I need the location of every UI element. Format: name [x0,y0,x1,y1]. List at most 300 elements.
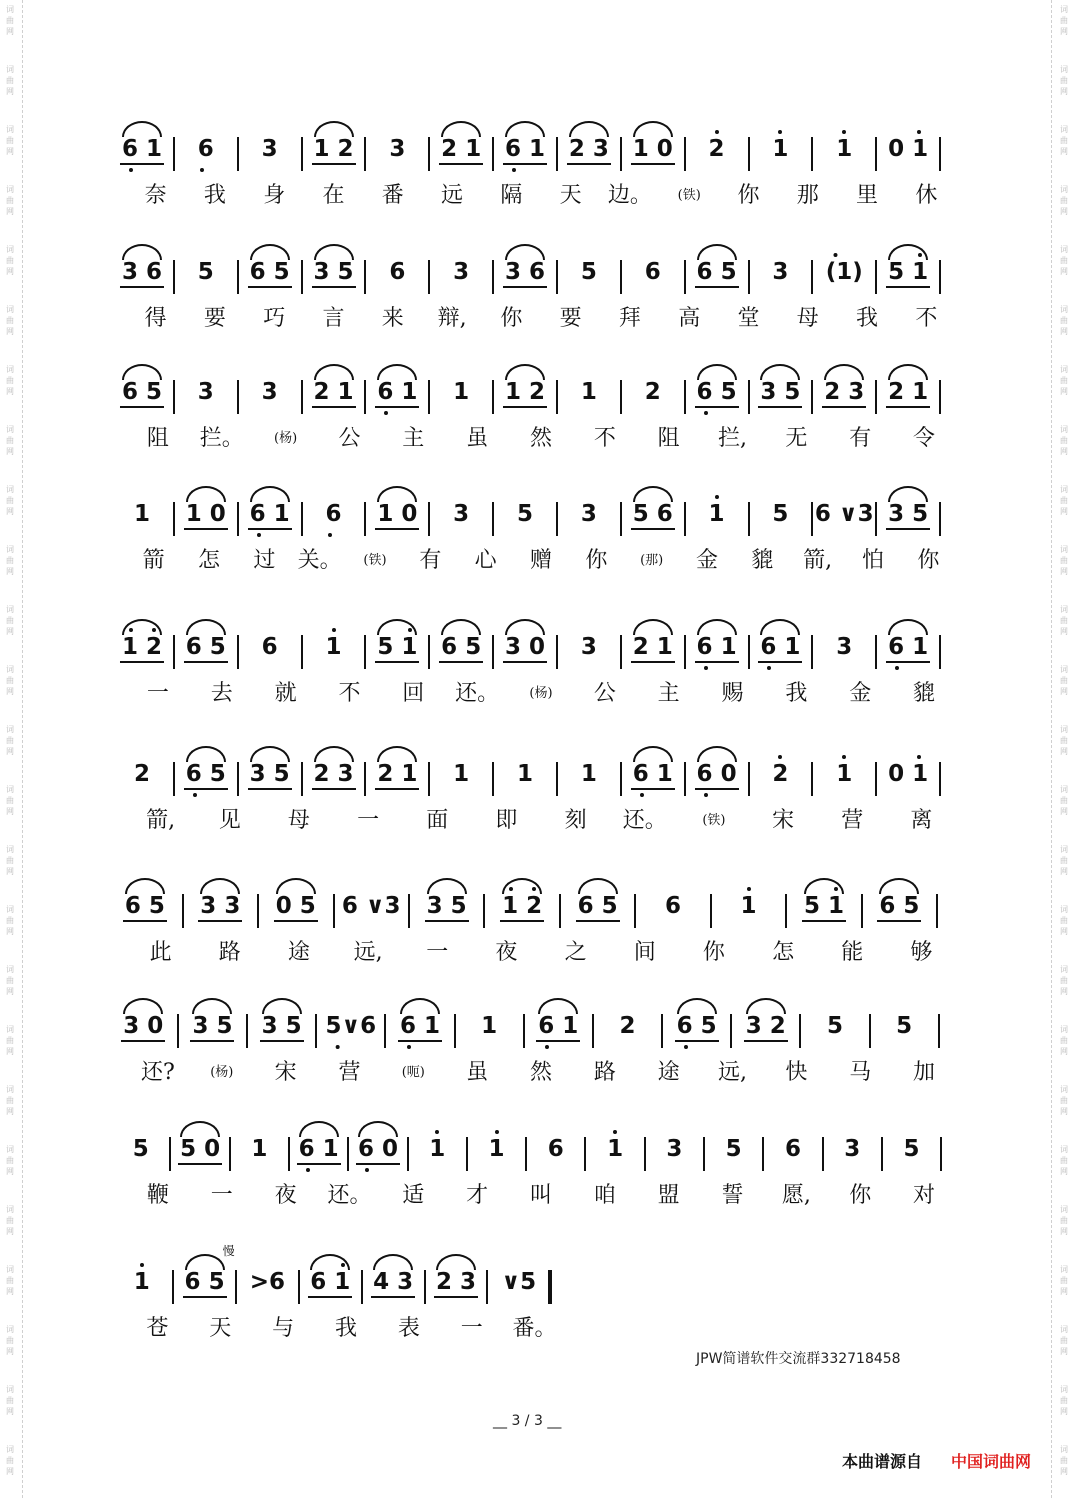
bar-line [257,894,259,928]
note-group [439,135,483,175]
low-octave-dot [704,411,708,415]
note-digits: 6 0 [695,760,739,790]
note-digits: 2 1 [886,378,930,408]
score-system [0,1244,1074,1378]
note-digits: 3 2 [744,1012,788,1042]
low-octave-dot [193,793,197,797]
note-group [836,633,852,673]
note-group [581,258,597,298]
note-group [645,258,661,298]
lyric-syllable: 刻 [564,808,587,833]
watermark-text: 词 曲 网 [6,1445,14,1476]
note-digits: 1 [836,760,852,788]
note-digits: 3 [844,1136,861,1162]
low-octave-dot [895,666,899,670]
note-group [665,892,681,932]
lyric-syllable: 天 [559,183,582,208]
note-group [325,1012,376,1052]
lyric-syllable: 盟 [657,1183,680,1208]
lyric-syllable: 拦。 [199,426,244,451]
note-group [120,258,164,298]
note-group [836,135,852,175]
note-group [877,892,921,932]
note-digits: 3 [453,259,470,285]
lyric-syllable: 有 [419,548,442,573]
lyric-syllable: 面 [426,808,449,833]
bar-line [428,137,430,171]
lyric-line [126,806,956,840]
bar-line [408,894,410,928]
lyric-syllable: 主 [402,426,425,451]
watermark-text: 词 曲 网 [1060,65,1068,96]
note-digits: 1 [481,1013,498,1039]
lyric-syllable: 一 [210,1183,233,1208]
note-group [120,135,164,175]
bar-line [811,502,813,536]
source-label: 本曲谱源自 [842,1452,923,1471]
lyric-syllable: 回 [402,681,425,706]
bar-line [620,137,622,171]
lyric-syllable: 叫 [529,1183,553,1208]
lyric-syllable: 公 [593,681,616,706]
watermark-text: 词 曲 网 [1060,605,1068,636]
bar-line [424,1270,426,1304]
slur-arc [633,746,673,762]
bar-line [486,1270,488,1304]
bar-line [939,380,941,414]
lyric-syllable: 貔 [751,548,774,573]
note-digits: 6 [644,259,661,285]
note-group [709,135,725,175]
bar-line [684,502,686,536]
slur-arc [578,878,618,894]
high-octave-dot [833,253,837,257]
note-digits: 6 [547,1136,564,1162]
high-octave-dot [778,755,782,759]
slur-arc [122,244,162,260]
slur-arc [697,746,737,762]
lyric-syllable: 还。 [327,1183,372,1208]
lyric-syllable: 远, [353,940,383,965]
lyric-syllable: 够 [910,940,933,965]
lyric-syllable: 虽 [466,426,489,451]
note-digits: 6 5 [248,258,292,288]
bar-line [748,762,750,796]
low-octave-dot [704,666,708,670]
high-octave-dot [613,1130,617,1134]
notation-line [121,633,956,673]
slur-arc [633,486,673,502]
bar-line [237,137,239,171]
bar-line [169,1137,171,1171]
lyric-syllable: 对 [913,1183,936,1208]
note-digits: 6 5 [576,892,620,922]
lyric-syllable: 路 [218,940,241,965]
bar-line [875,762,877,796]
lyric-syllable: 一 [357,808,380,833]
score-system [0,378,1074,488]
watermark-text: 词 曲 网 [6,1145,14,1176]
slur-arc [502,878,542,894]
note-group [133,1135,149,1175]
note-digits: 6 5 [184,633,228,663]
score-system [0,1135,1074,1245]
bar-line [301,762,303,796]
bar-line [661,1014,663,1048]
note-group [439,633,483,673]
lyric-line [126,1058,956,1092]
lyric-syllable: 金 [849,681,872,706]
bar-line [548,1270,552,1304]
note-group [311,378,355,418]
lyric-syllable: 箭, [803,548,833,573]
slur-arc [313,121,353,137]
slur-arc [505,619,545,635]
lyric-syllable: 间 [633,940,656,965]
note-group [815,500,874,540]
note-group [581,633,597,673]
lyric-syllable: 一 [146,681,169,706]
slur-arc [250,746,290,762]
lyric-syllable: 箭, [146,808,176,833]
note-digits: 6 5 [183,1268,227,1298]
note-group [262,378,278,418]
watermark-text: 词 曲 网 [6,65,14,96]
bar-line [492,260,494,294]
watermark-text: 词 曲 网 [1060,785,1068,816]
slur-arc [180,1121,220,1137]
watermark-text: 词 曲 网 [1060,485,1068,516]
bar-line [428,502,430,536]
note-digits: 5 [197,259,214,285]
bar-line [811,635,813,669]
lyric-syllable: 不 [338,681,361,706]
lyric-syllable: 鞭 [146,1183,169,1208]
score-system [0,633,1074,743]
note-group [844,1135,860,1175]
bar-line [301,137,303,171]
note-group [375,760,419,800]
bar-line [173,635,175,669]
bar-line [939,635,941,669]
bar-line [237,762,239,796]
note-digits: 2 3 [311,760,355,790]
lyric-syllable: 阻 [146,426,169,451]
note-digits: 3 [261,379,278,405]
bar-line [347,1137,349,1171]
note-digits: 3 [453,501,470,527]
note-group [481,1012,497,1052]
note-group [886,500,930,540]
bar-line [811,380,813,414]
bar-line [301,260,303,294]
lyric-syllable: 誓 [721,1183,744,1208]
bar-line [748,635,750,669]
note-digits: 3 [197,379,214,405]
note-digits: 1 [453,379,470,405]
note-group [581,378,597,418]
note-group [184,633,228,673]
slur-arc [186,746,226,762]
watermark-text: 词 曲 网 [1060,965,1068,996]
note-group [262,633,278,673]
note-digits: 2 [133,761,150,787]
lyric-syllable: 箭 [142,548,165,573]
note-digits: 6 [325,500,341,528]
lyric-syllable: 然 [529,1060,553,1085]
lyric-line [126,424,956,458]
watermark-text: 词 曲 网 [6,1265,14,1296]
note-group [826,258,863,298]
note-group [198,258,214,298]
lyric-syllable: 来 [381,306,404,331]
watermark-text: 词 曲 网 [1060,905,1068,936]
low-octave-dot [407,1045,411,1049]
lyric-syllable: 休 [915,183,938,208]
lyric-syllable: (杨) [274,431,298,446]
slur-arc [888,244,928,260]
bar-line [875,260,877,294]
watermark-text: 词 曲 网 [1060,245,1068,276]
lyric-syllable: 还? [141,1060,175,1085]
bar-line [620,380,622,414]
note-group [311,258,355,298]
lyric-syllable: 高 [678,306,701,331]
note-group [248,258,292,298]
lyric-syllable: 无 [785,426,808,451]
note-group [274,892,318,932]
note-group [375,378,419,418]
high-octave-dot [715,495,719,499]
low-octave-dot [129,168,133,172]
lyric-syllable: 阻 [657,426,680,451]
lyric-syllable: 能 [841,940,864,965]
note-group [709,500,725,540]
note-digits: 3 5 [886,500,930,530]
lyric-syllable: 即 [495,808,518,833]
note-digits: 3 5 [248,760,292,790]
note-digits: 5 [896,1013,913,1039]
lyric-syllable: 公 [338,426,361,451]
bar-line [454,1014,456,1048]
score-system [0,892,1074,1002]
high-octave-dot [842,755,846,759]
lyric-syllable: 还。 [622,808,667,833]
note-digits: 1 [607,1135,623,1163]
watermark-text: 词 曲 网 [1060,185,1068,216]
slur-arc [633,619,673,635]
bar-line [875,137,877,171]
note-group [297,1135,341,1175]
slur-arc [377,619,417,635]
bar-line [428,380,430,414]
note-digits: 3 5 [190,1012,234,1042]
bar-line [298,1270,300,1304]
note-group [772,258,788,298]
note-digits: 1 0 [375,500,419,530]
lyric-syllable: 你 [702,940,725,965]
note-group [375,633,419,673]
bar-line [428,635,430,669]
lyric-line [126,1314,956,1348]
watermark-text: 词 曲 网 [6,185,14,216]
note-digits: 6 1 [758,633,802,663]
note-digits: 5 [903,1136,920,1162]
bar-line [466,1137,468,1171]
lyric-syllable: 巧 [263,306,286,331]
note-digits: 6 ∨3 [814,501,874,527]
bar-line [237,260,239,294]
bar-line [556,380,558,414]
lyric-syllable: 赠 [529,548,553,573]
bar-line [301,380,303,414]
lyric-syllable: 奈 [144,183,167,208]
note-digits: 6 1 [248,500,292,530]
note-group [666,1135,682,1175]
note-group [184,500,228,540]
note-group [758,378,802,418]
note-group [503,633,547,673]
slur-arc [122,121,162,137]
low-octave-dot [684,1045,688,1049]
lyric-syllable: 你 [500,306,523,331]
note-group [548,1135,564,1175]
note-group [607,1135,623,1175]
bar-line [492,137,494,171]
watermark-text: 词 曲 网 [1060,125,1068,156]
lyric-syllable: 营 [338,1060,361,1085]
note-group [342,892,401,932]
watermark-text: 词 曲 网 [1060,1445,1068,1476]
note-digits: 5 1 [375,633,419,663]
lyric-syllable: 见 [218,808,241,833]
note-group [758,633,802,673]
bar-line [172,1270,174,1304]
bar-line [939,260,941,294]
watermark-text: 词 曲 网 [6,365,14,396]
note-group [371,1268,415,1308]
notation-line [121,258,956,298]
bar-line [361,1270,363,1304]
note-group [888,135,928,175]
note-group [453,500,469,540]
high-octave-dot [746,887,750,891]
lyric-syllable: 你 [585,548,608,573]
high-octave-dot [842,130,846,134]
note-digits: 5 [725,1136,742,1162]
bar-line [785,894,787,928]
note-digits: 6 5 [120,378,164,408]
note-group [726,1135,742,1175]
note-group [536,1012,580,1052]
note-group [631,135,675,175]
slur-arc [185,1254,225,1270]
note-digits: 6 [198,135,214,163]
lyric-syllable: 才 [466,1183,489,1208]
note-group [308,1268,352,1308]
bar-line [620,502,622,536]
lyric-syllable: 一 [426,940,449,965]
note-group [325,633,341,673]
watermark-text: 词 曲 网 [1060,725,1068,756]
score-system [0,258,1074,368]
note-group [503,258,547,298]
source-site-link[interactable]: 中国词曲网 [951,1452,1032,1471]
note-digits: 4 3 [371,1268,415,1298]
lyric-line [126,938,956,972]
lyric-syllable: 夜 [495,940,518,965]
slur-arc [313,746,353,762]
note-group [198,378,214,418]
note-digits: 6 1 [308,1268,352,1298]
bar-line [684,260,686,294]
lyric-syllable: (铁) [677,188,701,203]
note-digits: 1 2 [500,892,544,922]
note-digits: 1 [772,135,788,163]
bar-line [939,502,941,536]
note-group [120,378,164,418]
bar-line [246,1014,248,1048]
bar-line [869,1014,871,1048]
bar-line [556,137,558,171]
note-digits: 2 1 [631,633,675,663]
lyric-syllable: 堂 [737,306,760,331]
note-digits: 5 [826,1013,843,1039]
note-group [645,378,661,418]
note-digits: 6 1 [886,633,930,663]
note-digits: 5 [580,259,597,285]
slur-arc [186,619,226,635]
slur-arc [427,878,467,894]
slur-arc [310,1254,350,1270]
note-digits: 5 [132,1136,149,1162]
low-octave-dot [640,793,644,797]
note-digits: 1 [517,761,534,787]
note-digits: 6 1 [631,760,675,790]
lyric-syllable: 母 [796,306,819,331]
lyric-syllable: 远, [718,1060,748,1085]
note-digits: 1 [453,761,470,787]
watermark-text: 词 曲 网 [6,5,14,36]
note-group [619,1012,635,1052]
note-digits: 3 [580,634,597,660]
lyric-syllable: 途 [657,1060,680,1085]
note-digits: 1 [580,379,597,405]
score-system [0,500,1074,610]
score-system [0,135,1074,245]
bar-line [428,260,430,294]
note-group [502,1268,537,1308]
note-group [398,1012,442,1052]
note-group [695,760,739,800]
note-digits: 2 [709,135,725,163]
note-digits: 6 1 [695,633,739,663]
bar-line [634,894,636,928]
low-octave-dot [512,168,516,172]
note-digits: 1 2 [311,135,355,165]
lyric-syllable: 身 [263,183,286,208]
bar-line [364,635,366,669]
lyric-syllable: 路 [593,1060,616,1085]
lyric-syllable: 咱 [593,1183,616,1208]
slur-arc [888,619,928,635]
lyric-syllable: 离 [910,808,933,833]
note-digits: 2 3 [567,135,611,165]
lyric-syllable: 宋 [772,808,795,833]
note-digits: 1 0 [631,135,675,165]
lyric-syllable: 主 [657,681,680,706]
lyric-syllable: 貔 [913,681,936,706]
